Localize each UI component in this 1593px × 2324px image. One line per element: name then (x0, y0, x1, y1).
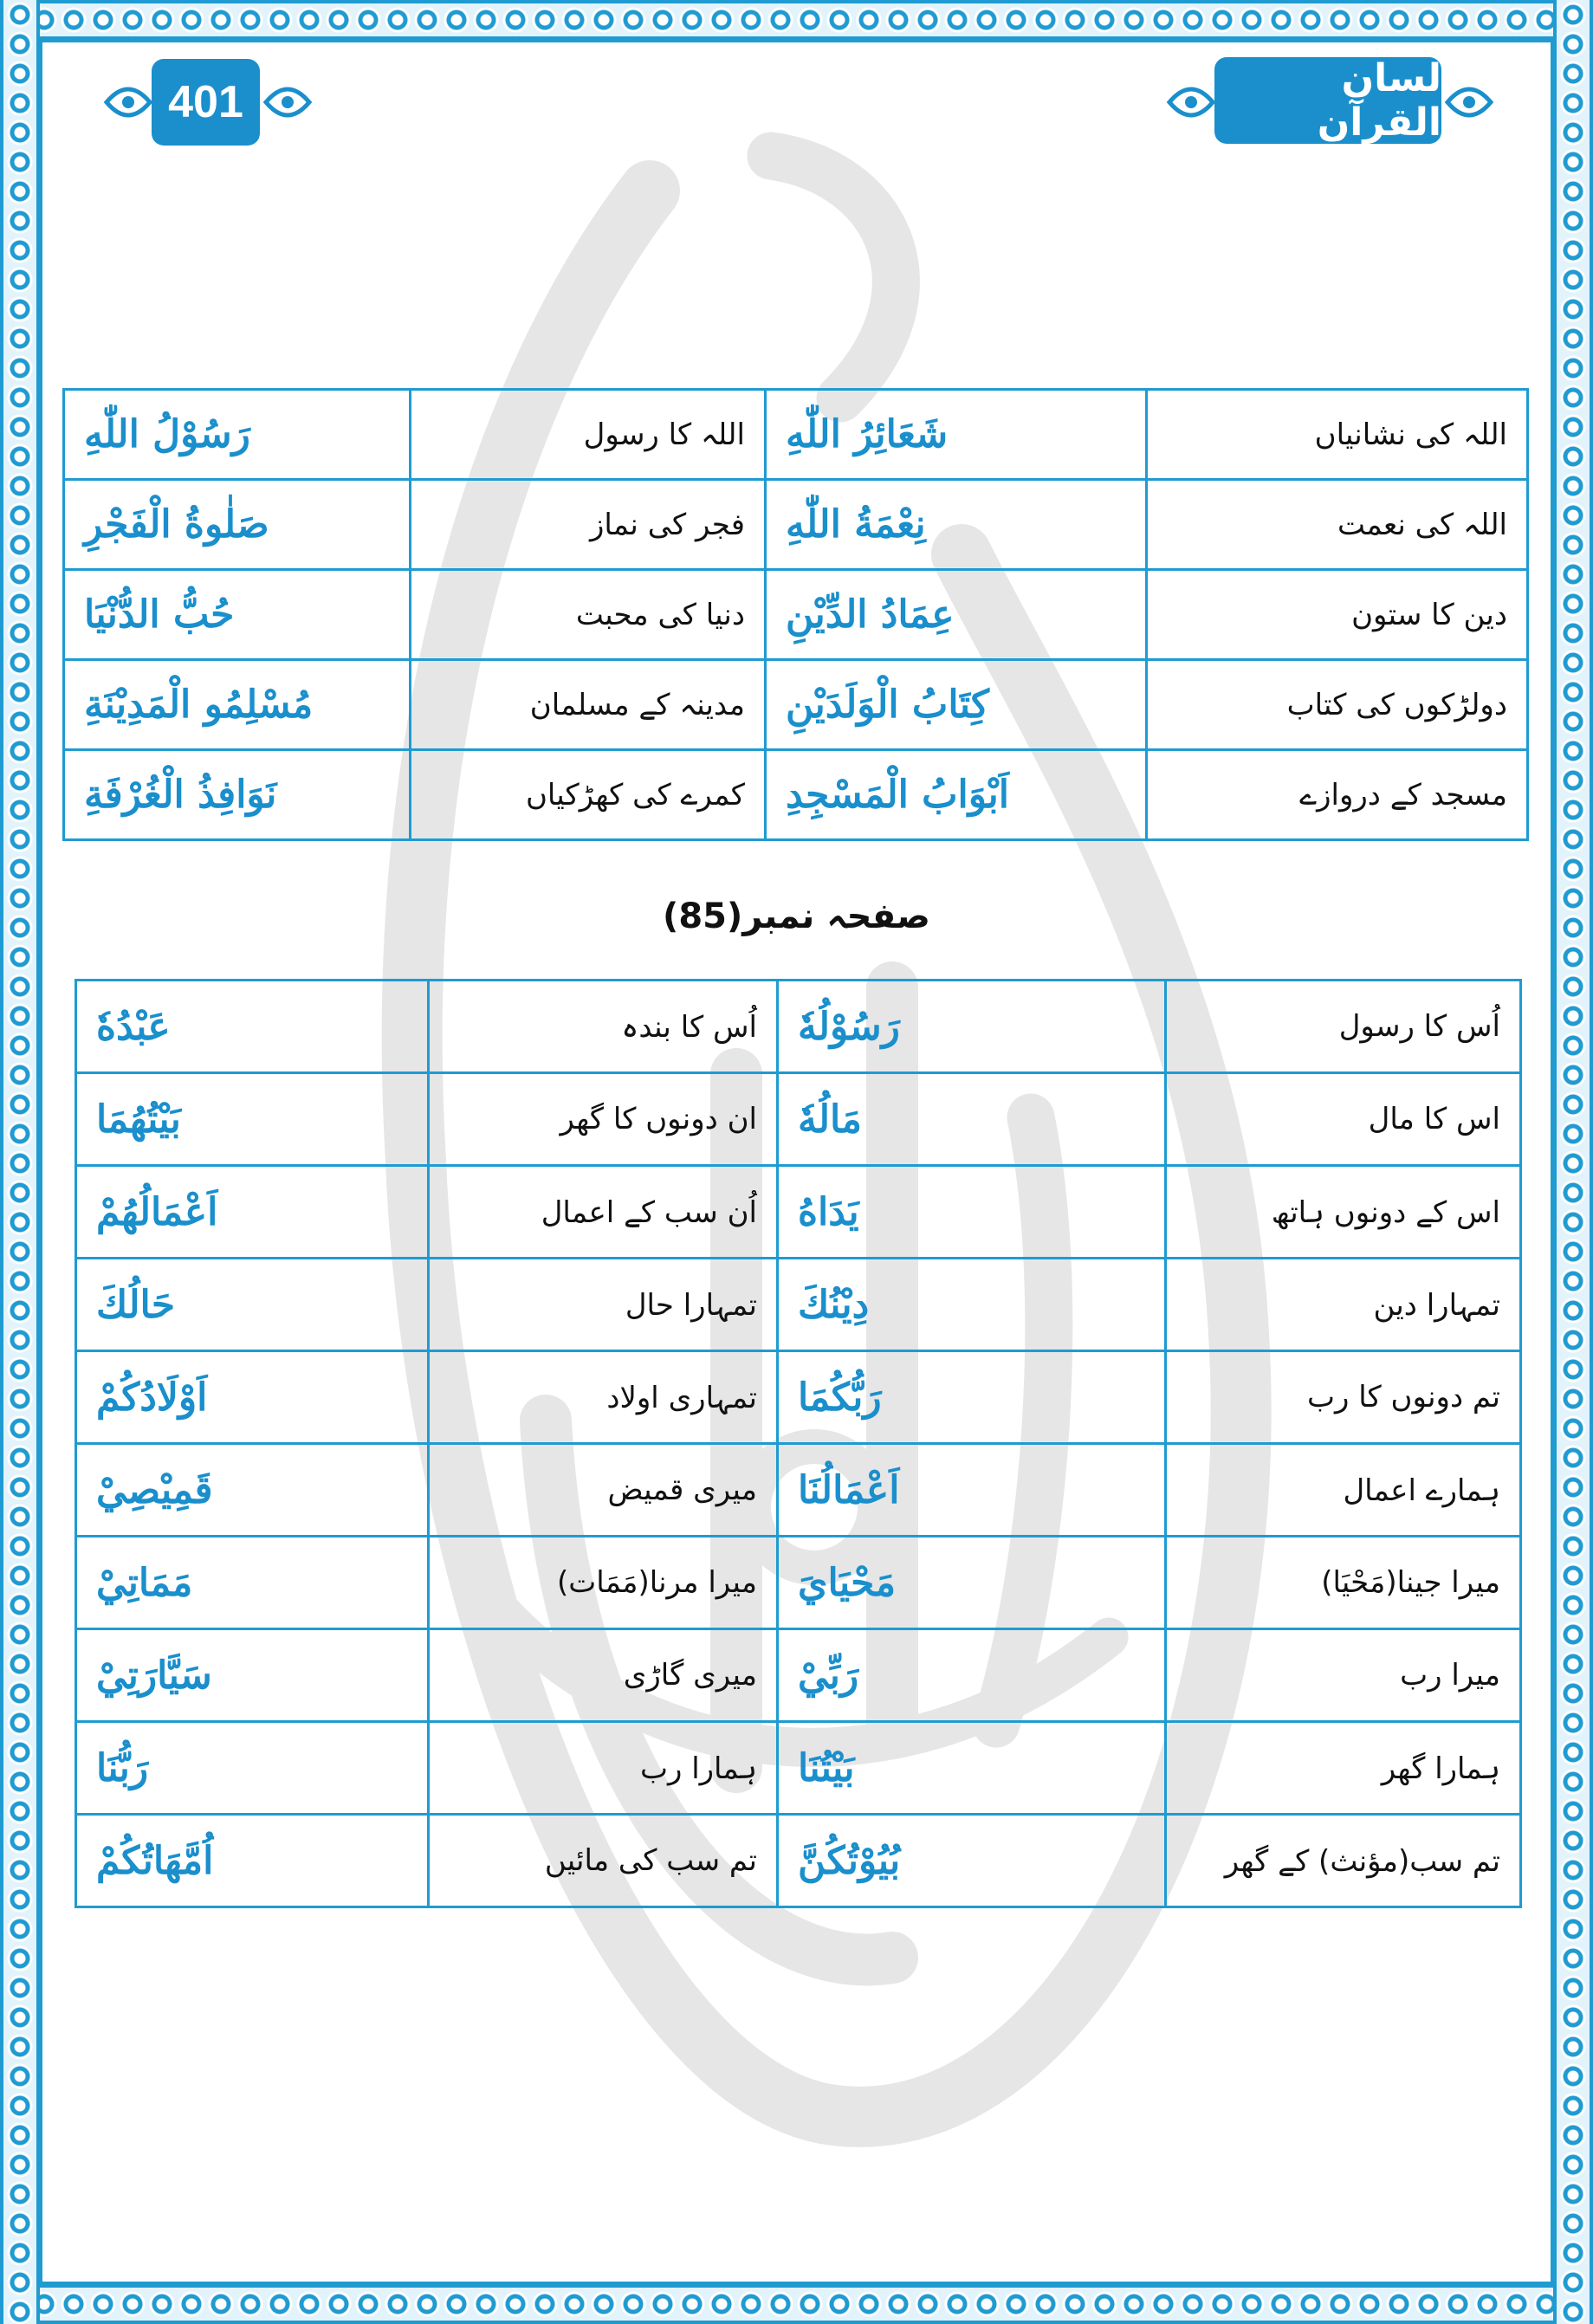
arabic-term-cell: حَالُكَ (76, 1259, 429, 1351)
urdu-meaning-cell: تمہارا حال (429, 1259, 778, 1351)
urdu-meaning-cell: اُس کا رسول (1166, 981, 1521, 1073)
table-row (64, 750, 1528, 840)
arabic-term-cell: مَمَاتِيْ (76, 1537, 429, 1629)
urdu-meaning-cell: تم سب(مؤنث) کے گھر (1166, 1815, 1521, 1907)
table-row (64, 660, 1528, 750)
urdu-meaning-cell: ہمارا گھر (1166, 1722, 1521, 1815)
urdu-meaning-cell: میری گاڑی (429, 1629, 778, 1722)
section-heading: صفحہ نمبر(85) (663, 897, 930, 936)
arabic-term-cell: اُمَّهَاتُكُمْ (76, 1815, 429, 1907)
arabic-term-cell: عَبْدُهٗ (76, 981, 429, 1073)
arabic-term-cell: بَيْتُهُمَا (76, 1073, 429, 1166)
arabic-term-cell: كِتَابُ الْوَلَدَيْنِ (766, 660, 1147, 750)
urdu-meaning-cell: تمہارا دین (1166, 1259, 1521, 1351)
table-row (64, 480, 1528, 570)
urdu-meaning-cell: اللہ کا رسول (411, 390, 766, 480)
ornament-icon (102, 76, 154, 128)
urdu-meaning-cell: کمرے کی کھڑکیاں (411, 750, 766, 840)
arabic-term-cell: مُسْلِمُو الْمَدِيْنَةِ (64, 660, 411, 750)
table-row (76, 1629, 1521, 1722)
urdu-meaning-cell: فجر کی نماز (411, 480, 766, 570)
arabic-term-cell: حُبُّ الدُّنْيَا (64, 570, 411, 660)
urdu-meaning-cell: اس کا مال (1166, 1073, 1521, 1166)
arabic-term-cell: دِيْنُكَ (778, 1259, 1166, 1351)
urdu-meaning-cell: مسجد کے دروازے (1147, 750, 1528, 840)
table-row (76, 1444, 1521, 1537)
ornament-icon (1165, 76, 1217, 128)
decorative-border-top (0, 0, 1593, 40)
arabic-term-cell: نَوَافِذُ الْغُرْفَةِ (64, 750, 411, 840)
arabic-term-cell: بَيْتُنَا (778, 1722, 1166, 1815)
arabic-term-cell: اَعْمَالُهُمْ (76, 1166, 429, 1259)
table-row (76, 1166, 1521, 1259)
arabic-term-cell: يَدَاهُ (778, 1166, 1166, 1259)
urdu-meaning-cell: تمہاری اولاد (429, 1351, 778, 1444)
table-row (76, 1537, 1521, 1629)
table-row (64, 390, 1528, 480)
table-row (76, 1351, 1521, 1444)
arabic-term-cell: اَعْمَالُنَا (778, 1444, 1166, 1537)
urdu-meaning-cell: ہمارا رب (429, 1722, 778, 1815)
urdu-meaning-cell: میرا رب (1166, 1629, 1521, 1722)
table-row (76, 981, 1521, 1073)
urdu-meaning-cell: میرا جینا(مَحْیَا) (1166, 1537, 1521, 1629)
arabic-term-cell: رَسُوْلُ اللّٰهِ (64, 390, 411, 480)
urdu-meaning-cell: اُن سب کے اعمال (429, 1166, 778, 1259)
urdu-meaning-cell: تم سب کی مائیں (429, 1815, 778, 1907)
arabic-term-cell: شَعَائِرُ اللّٰهِ (766, 390, 1147, 480)
vocabulary-table-2 (74, 979, 1522, 1908)
urdu-meaning-cell: اُس کا بندہ (429, 981, 778, 1073)
ornament-icon (262, 76, 314, 128)
arabic-term-cell: نِعْمَةُ اللّٰهِ (766, 480, 1147, 570)
arabic-term-cell: صَلٰوةُ الْفَجْرِ (64, 480, 411, 570)
urdu-meaning-cell: میری قمیض (429, 1444, 778, 1537)
decorative-border-left (0, 0, 40, 2324)
urdu-meaning-cell: دین کا ستون (1147, 570, 1528, 660)
urdu-meaning-cell: ہمارے اعمال (1166, 1444, 1521, 1537)
urdu-meaning-cell: اللہ کی نعمت (1147, 480, 1528, 570)
arabic-term-cell: سَيَّارَتِيْ (76, 1629, 429, 1722)
arabic-term-cell: رَبِّيْ (778, 1629, 1166, 1722)
page-number: 401 (152, 59, 260, 146)
arabic-term-cell: مَالُهٗ (778, 1073, 1166, 1166)
decorative-border-right (1553, 0, 1593, 2324)
table-row (76, 1259, 1521, 1351)
arabic-term-cell: بُيُوْتُكُنَّ (778, 1815, 1166, 1907)
arabic-term-cell: رَبُّنَا (76, 1722, 429, 1815)
arabic-term-cell: رَسُوْلُهٗ (778, 981, 1166, 1073)
arabic-term-cell: عِمَادُ الدِّيْنِ (766, 570, 1147, 660)
arabic-term-cell: قَمِيْصِيْ (76, 1444, 429, 1537)
urdu-meaning-cell: دنیا کی محبت (411, 570, 766, 660)
urdu-meaning-cell: اللہ کی نشانیاں (1147, 390, 1528, 480)
table-row (76, 1815, 1521, 1907)
urdu-meaning-cell: ان دونوں کا گھر (429, 1073, 778, 1166)
arabic-term-cell: رَبُّكُمَا (778, 1351, 1166, 1444)
urdu-meaning-cell: دولڑکوں کی کتاب (1147, 660, 1528, 750)
vocabulary-table-1 (62, 388, 1529, 841)
book-title: لسان القرآن (1214, 57, 1441, 144)
urdu-meaning-cell: تم دونوں کا رب (1166, 1351, 1521, 1444)
decorative-border-bottom (0, 2284, 1593, 2324)
table-row (76, 1722, 1521, 1815)
arabic-term-cell: اَبْوَابُ الْمَسْجِدِ (766, 750, 1147, 840)
urdu-meaning-cell: میرا مرنا(مَمَات) (429, 1537, 778, 1629)
urdu-meaning-cell: اس کے دونوں ہاتھ (1166, 1166, 1521, 1259)
arabic-term-cell: اَوْلَادُكُمْ (76, 1351, 429, 1444)
ornament-icon (1443, 76, 1495, 128)
table-row (76, 1073, 1521, 1166)
table-row (64, 570, 1528, 660)
arabic-term-cell: مَحْيَايَ (778, 1537, 1166, 1629)
urdu-meaning-cell: مدینہ کے مسلمان (411, 660, 766, 750)
